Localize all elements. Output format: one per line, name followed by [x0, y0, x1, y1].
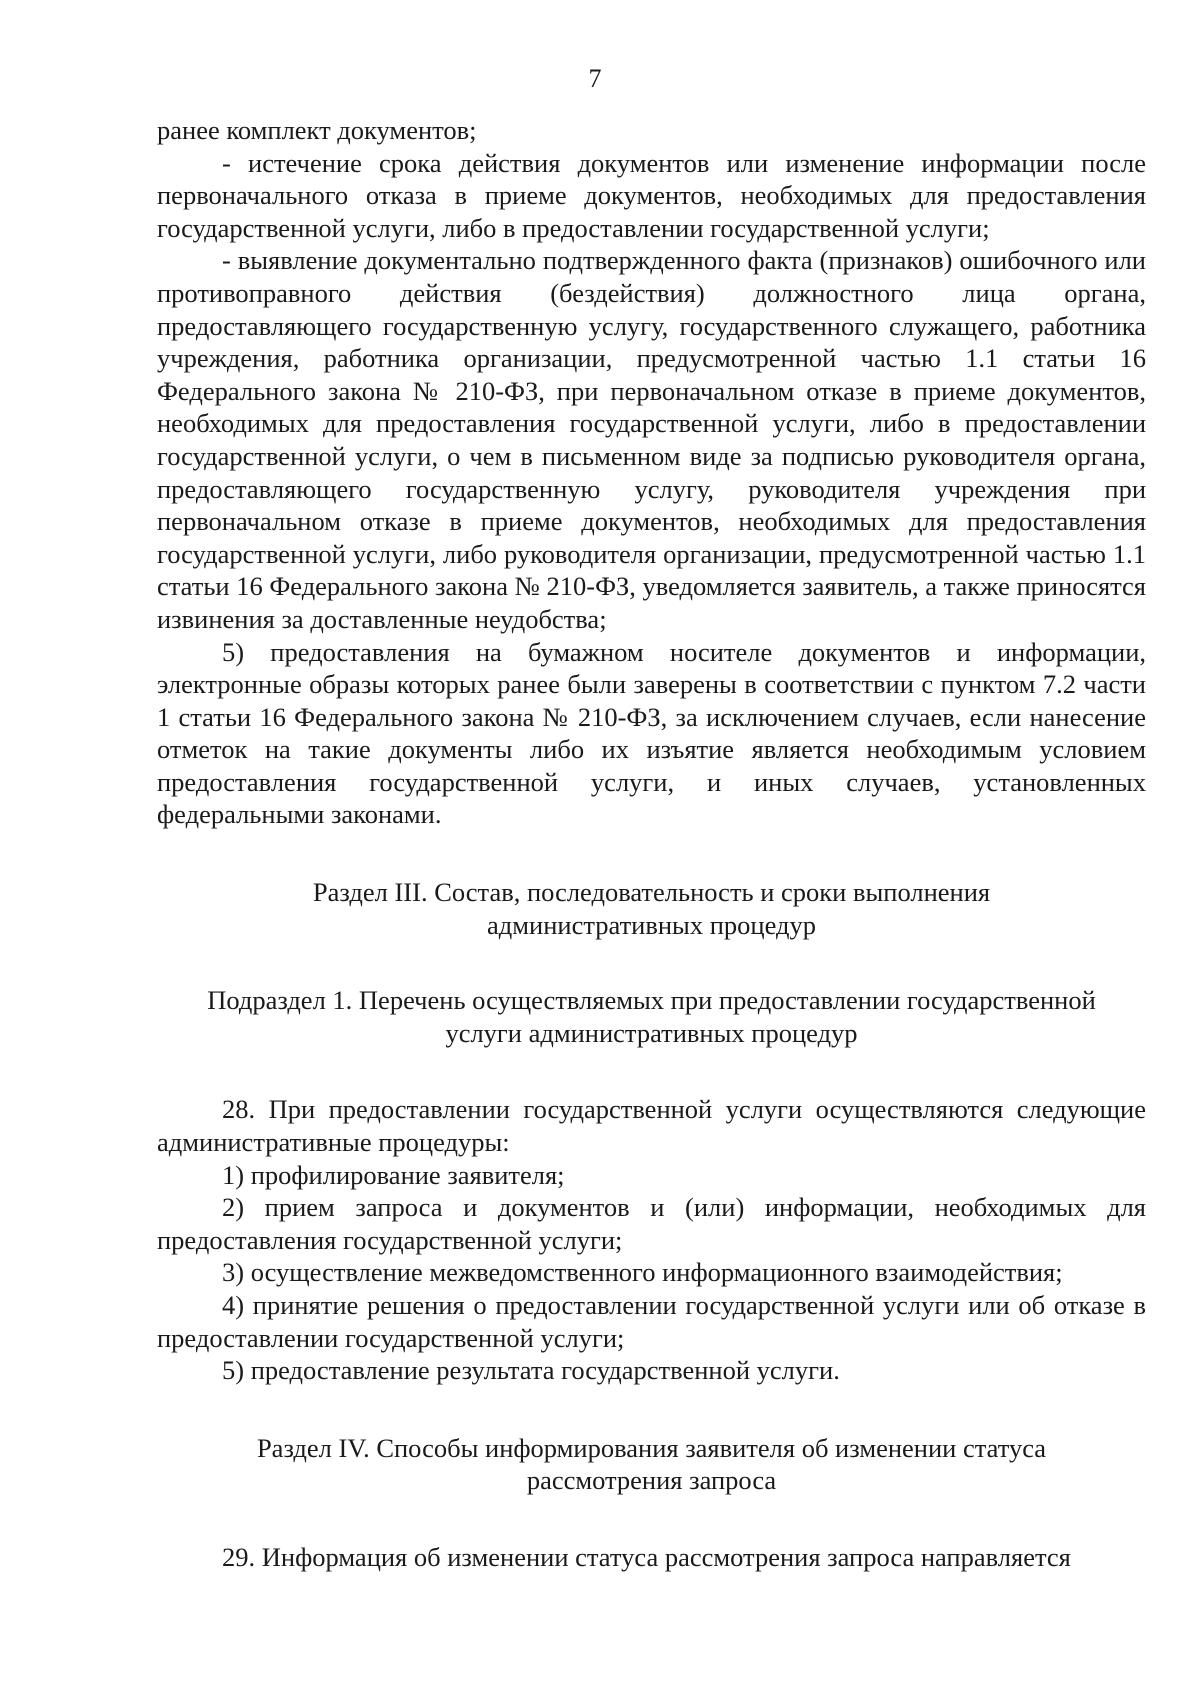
subsection-1-heading-line-2: услуги административных процедур — [445, 1017, 858, 1048]
section-4-heading — [157, 1432, 1146, 1497]
section-4-heading-line-1: Раздел IV. Способы информирования заявителя об изменении статуса — [256, 1432, 1047, 1463]
section-4-heading-line-2: рассмотрения запроса — [526, 1465, 777, 1496]
paragraph-error-detection: - выявление документально подтвержденного факта (признаков) ошибочного или противоправного действия (бездействия) должностного лица органа, предоставляющего государственную услугу, государственного служащего, работника учреждения, работника организации, предусмотренной частью 1.1 статьи 16 Федерального закона № 210-ФЗ, при первоначальном отказе в приеме документов, необходимых для предоставления государственной услуги, либо в предоставлении государственной услуги, о чем в письменном виде за подписью руководителя органа, предоставляющего государственную услугу, руководителя учреждения при первоначальном отказе в приеме документов, необходимых для предоставления государственной услуги, либо руководителя организации, предусмотренной частью 1.1 статьи 16 Федерального закона № 210-ФЗ, уведомляется заявитель, а также приносятся извинения за доставленные неудобства; — [157, 245, 1147, 634]
section-3-heading — [157, 876, 1146, 941]
paragraph-continuation: ранее комплект документов; — [157, 115, 477, 145]
item-28-list-item: 4) принятие решения о предоставлении государственной услуги или об отказе в предоставлении государственной услуги; — [157, 1290, 1146, 1353]
section-3-heading-line-2: административных процедур — [487, 909, 816, 940]
subsection-1-heading-line-1: Подраздел 1. Перечень осуществляемых при предоставлении государственной — [207, 985, 1096, 1016]
document-body — [157, 114, 1146, 1574]
item-28-list-item: 3) осуществление межведомственного информационного взаимодействия; — [222, 1257, 1063, 1288]
item-28-list-item: 1) профилирование заявителя; — [222, 1159, 565, 1190]
item-28-list-item: 2) прием запроса и документов и (или) информации, необходимых для предоставления государственной услуги; — [157, 1192, 1146, 1255]
item-28-intro: 28. При предоставлении государственной услуги осуществляются следующие административные процедуры: — [157, 1094, 1146, 1158]
section-3-heading-line-1: Раздел III. Состав, последовательность и сроки выполнения — [312, 877, 991, 908]
item-29-text: 29. Информация об изменении статуса рассмотрения запроса направляется — [222, 1541, 1071, 1572]
subsection-1-heading — [157, 984, 1146, 1049]
page-number: 7 — [588, 64, 602, 93]
paragraph-item-5: 5) предоставления на бумажном носителе документов и информации, электронные образы которых ранее были заверены в соответствии с пунктом 7.2 части 1 статьи 16 Федерального закона № 210-ФЗ, за исключением случаев, если нанесение отметок на такие документы либо их изъятие является необходимым условием предоставления государственной услуги, и иных случаев, установленных федеральными законами. — [157, 636, 1146, 830]
item-28-list-item: 5) предоставление результата государственной услуги. — [222, 1355, 840, 1386]
paragraph-expiry: - истечение срока действия документов или изменение информации после первоначального отказа в приеме документов, необходимых для предоставления государственной услуги, либо в предоставлении государственной услуги; — [157, 147, 1146, 243]
item-28-block — [157, 1093, 1146, 1386]
